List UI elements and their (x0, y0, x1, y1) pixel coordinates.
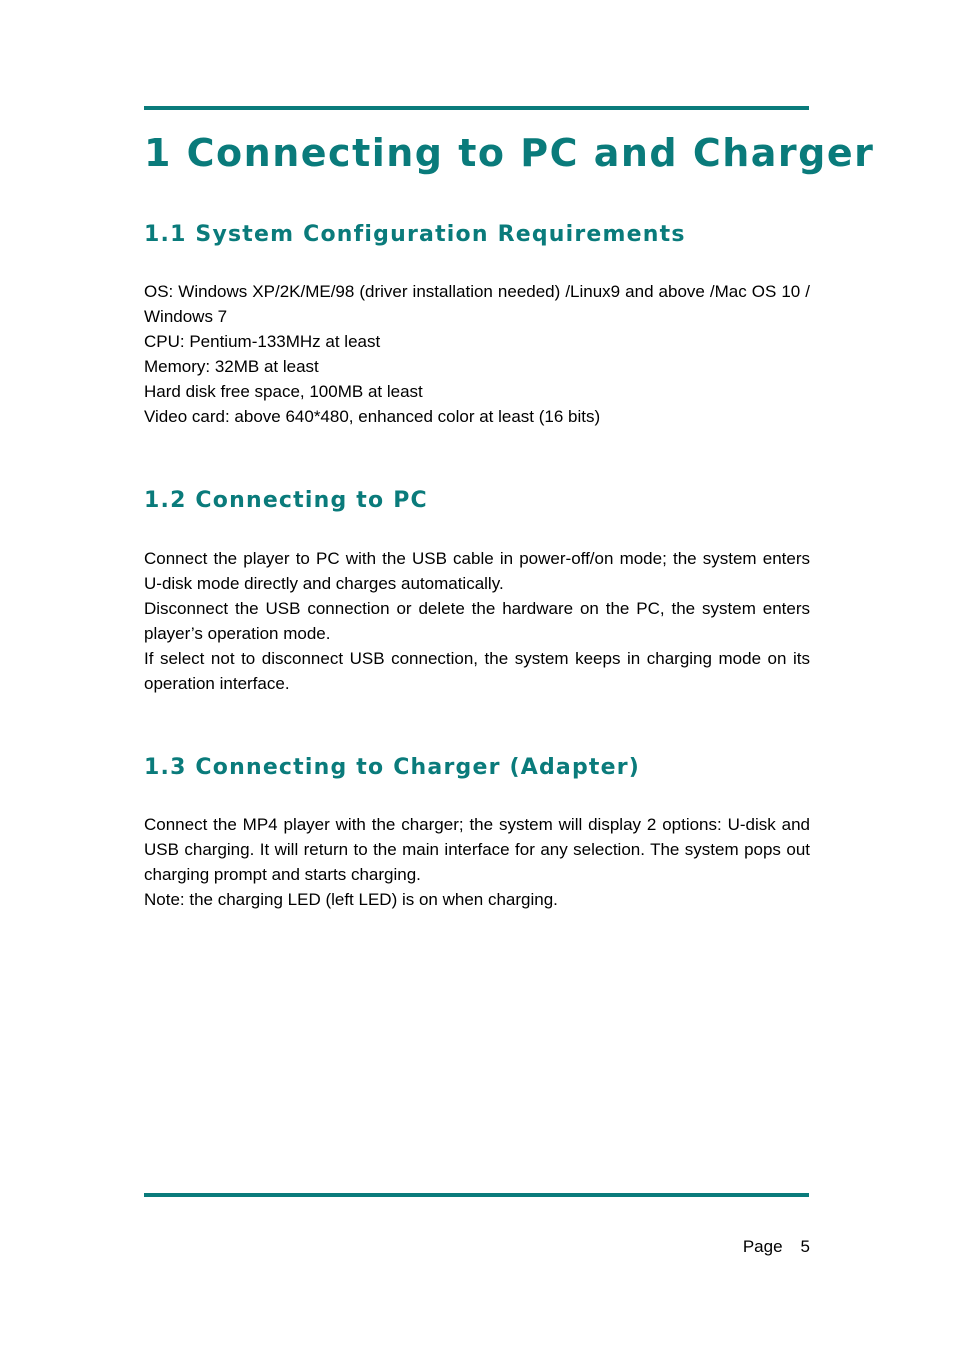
paragraph: Connect the player to PC with the USB cable in power-off/on mode; the system enters U-disk mode directly and charges automatically. (144, 549, 810, 593)
connecting-charger-body (144, 812, 810, 912)
system-requirements-body (144, 279, 810, 429)
paragraph: Note: the charging LED (left LED) is on when charging. (144, 890, 558, 909)
requirement-video: Video card: above 640*480, enhanced color at least (16 bits) (144, 407, 601, 426)
top-rule (144, 106, 809, 110)
bottom-rule (144, 1193, 809, 1197)
connecting-pc-body (144, 546, 810, 696)
section-heading-system-requirements: 1.1 System Configuration Requirements (144, 222, 686, 247)
paragraph: Connect the MP4 player with the charger; the system will display 2 options: U-disk and USB charging. It will return to the main interface for any selection. The system pops out charging prompt and starts charging. (144, 815, 810, 884)
section-heading-connecting-charger: 1.3 Connecting to Charger (Adapter) (144, 755, 641, 780)
paragraph: If select not to disconnect USB connection, the system keeps in charging mode on its operation interface. (144, 649, 810, 693)
requirement-disk: Hard disk free space, 100MB at least (144, 382, 423, 401)
page-footer (700, 1234, 810, 1259)
paragraph: Disconnect the USB connection or delete the hardware on the PC, the system enters player’s operation mode. (144, 599, 810, 643)
requirement-memory: Memory: 32MB at least (144, 357, 319, 376)
requirement-cpu: CPU: Pentium-133MHz at least (144, 332, 381, 351)
page-title: 1 Connecting to PC and Charger (144, 131, 875, 175)
page-number: 5 (800, 1237, 810, 1256)
page-label: Page (742, 1237, 783, 1256)
section-heading-connecting-pc: 1.2 Connecting to PC (144, 488, 428, 513)
requirement-os: OS: Windows XP/2K/ME/98 (driver installation needed) /Linux9 and above /Mac OS 10 / Windows 7 (144, 282, 810, 326)
